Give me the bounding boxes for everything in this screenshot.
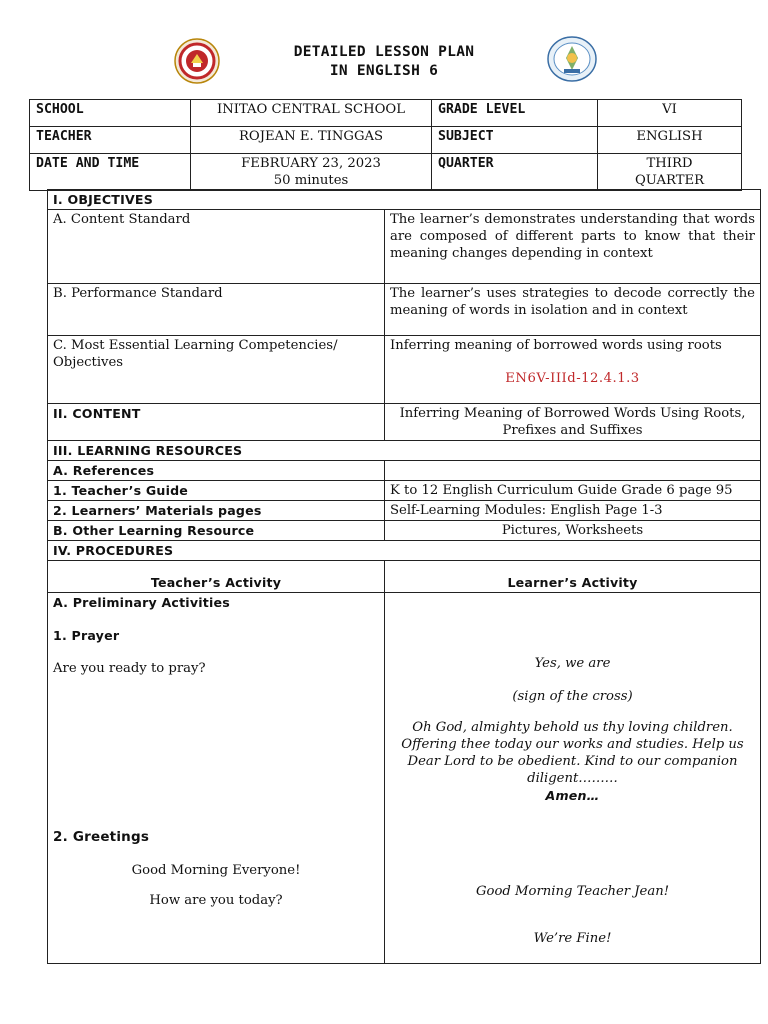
content-heading: II. CONTENT — [48, 404, 385, 441]
amen-text: Amen… — [545, 788, 600, 803]
sign-of-cross: (sign of the cross) — [512, 689, 633, 704]
prayer-label: 1. Prayer — [53, 628, 120, 643]
quarter-value-line1: THIRD — [646, 156, 693, 171]
resources-heading: III. LEARNING RESOURCES — [48, 441, 761, 461]
fine-answer: We’re Fine! — [533, 931, 612, 946]
date-label: DATE AND TIME — [30, 154, 191, 191]
teacher-label: TEACHER — [30, 127, 191, 154]
lesson-plan-table — [47, 189, 761, 964]
competency-code: EN6V-IIId-12.4.1.3 — [505, 371, 640, 386]
content-standard-value: The learner’s demonstrates understanding that words are composed of different parts to know that their meaning changes depending in context — [385, 210, 761, 284]
objectives-heading: I. OBJECTIVES — [48, 190, 761, 210]
quarter-label: QUARTER — [432, 154, 598, 191]
duration-value: 50 minutes — [273, 173, 349, 188]
quarter-cell — [598, 154, 742, 191]
greetings-label: 2. Greetings — [53, 829, 150, 845]
how-are-you-text: How are you today? — [149, 893, 283, 908]
content-standard-label: A. Content Standard — [48, 210, 385, 284]
info-table — [29, 99, 742, 191]
learner-activity-cell — [385, 593, 761, 964]
document-title: DETAILED LESSON PLAN — [293, 44, 475, 60]
teacher-value: ROJEAN E. TINGGAS — [191, 127, 432, 154]
date-value: FEBRUARY 23, 2023 — [241, 156, 381, 171]
subject-label: SUBJECT — [432, 127, 598, 154]
school-value: INITAO CENTRAL SCHOOL — [191, 100, 432, 127]
references-label: A. References — [48, 461, 385, 481]
preliminary-activities-label: A. Preliminary Activities — [53, 595, 230, 610]
competencies-cell — [385, 336, 761, 404]
teacher-activity-cell — [48, 593, 385, 964]
prayer-question: Are you ready to pray? — [53, 661, 206, 676]
greeting-answer: Good Morning Teacher Jean! — [476, 884, 669, 899]
prayer-text: Oh God, almighty behold us thy loving children. Offering thee today our works and studies. Help us Dear Lord to be obedient. Kind to our companion diligent……… — [401, 720, 744, 786]
learner-activity-header: Learner’s Activity — [385, 561, 761, 593]
other-resource-value: Pictures, Worksheets — [385, 521, 761, 541]
performance-standard-label: B. Performance Standard — [48, 284, 385, 336]
learners-materials-value: Self-Learning Modules: English Page 1-3 — [385, 501, 761, 521]
learners-materials-label: 2. Learners’ Materials pages — [48, 501, 385, 521]
prayer-answer: Yes, we are — [534, 656, 611, 671]
grade-level-value: VI — [598, 100, 742, 127]
date-cell — [191, 154, 432, 191]
teacher-activity-header: Teacher’s Activity — [48, 561, 385, 593]
content-value: Inferring Meaning of Borrowed Words Using Roots, Prefixes and Suffixes — [385, 404, 761, 441]
competencies-label: C. Most Essential Learning Competencies/ Objectives — [48, 336, 385, 404]
other-resource-label: B. Other Learning Resource — [48, 521, 385, 541]
teachers-guide-value: K to 12 English Curriculum Guide Grade 6 page 95 — [385, 481, 761, 501]
grade-level-label: GRADE LEVEL — [432, 100, 598, 127]
competencies-value: Inferring meaning of borrowed words using roots — [390, 338, 722, 353]
subject-value: ENGLISH — [598, 127, 742, 154]
performance-standard-value: The learner’s uses strategies to decode correctly the meaning of words in isolation and in context — [385, 284, 761, 336]
greeting-text: Good Morning Everyone! — [131, 863, 301, 878]
document-subtitle: IN ENGLISH 6 — [329, 63, 439, 79]
references-value — [385, 461, 761, 481]
quarter-value-line2: QUARTER — [634, 173, 705, 188]
teachers-guide-label: 1. Teacher’s Guide — [48, 481, 385, 501]
school-label: SCHOOL — [30, 100, 191, 127]
procedures-heading: IV. PROCEDURES — [48, 541, 761, 561]
